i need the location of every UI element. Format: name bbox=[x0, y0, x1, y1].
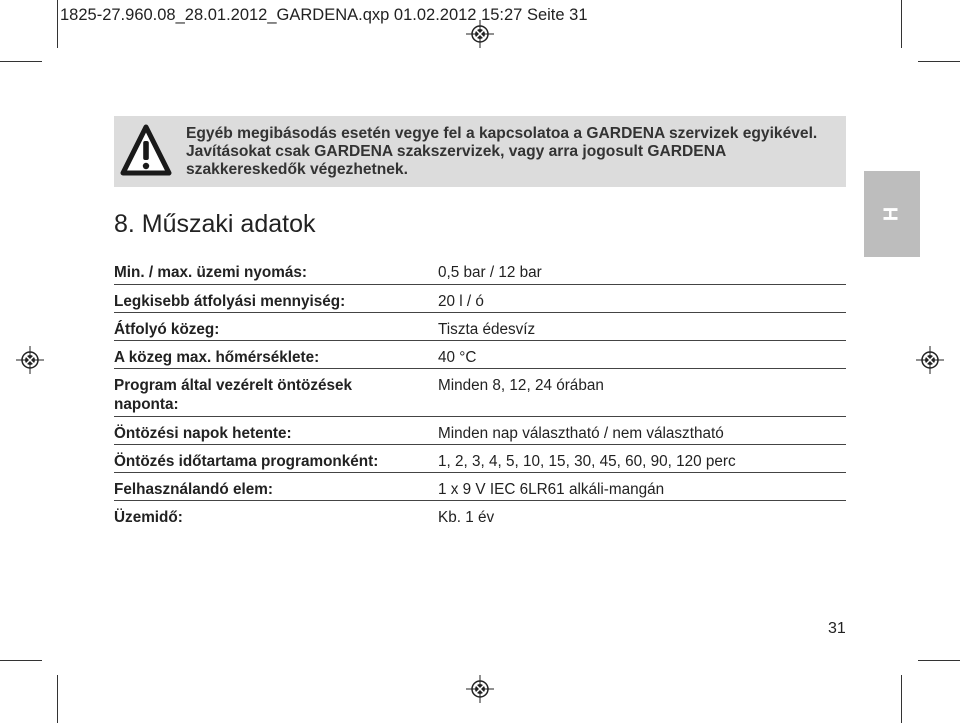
spec-label: Öntözési napok hetente: bbox=[114, 425, 292, 442]
spec-row bbox=[114, 285, 846, 313]
spec-label: Átfolyó közeg: bbox=[114, 321, 220, 338]
spec-value: 1, 2, 3, 4, 5, 10, 15, 30, 45, 60, 90, 120 perc bbox=[438, 453, 736, 470]
warning-triangle-icon bbox=[120, 123, 172, 179]
crop-mark bbox=[918, 61, 960, 62]
spec-label: A közeg max. hőmérséklete: bbox=[114, 349, 320, 366]
registration-mark-icon bbox=[466, 20, 494, 48]
spec-row bbox=[114, 445, 846, 473]
spec-label: Öntözés időtartama programonként: bbox=[114, 453, 379, 470]
crop-mark bbox=[57, 675, 58, 723]
spec-value: 0,5 bar / 12 bar bbox=[438, 264, 542, 281]
spec-row bbox=[114, 417, 846, 445]
spec-label: Felhasználandó elem: bbox=[114, 481, 273, 498]
spec-row bbox=[114, 313, 846, 341]
spec-value: 40 °C bbox=[438, 349, 477, 366]
spec-label: Min. / max. üzemi nyomás: bbox=[114, 264, 307, 281]
crop-mark bbox=[0, 660, 42, 661]
spec-value: Minden 8, 12, 24 órában bbox=[438, 377, 604, 394]
spec-value: Tiszta édesvíz bbox=[438, 321, 536, 338]
spec-row bbox=[114, 341, 846, 369]
spec-row bbox=[114, 256, 846, 285]
crop-mark bbox=[57, 0, 58, 48]
section-title: 8. Műszaki adatok bbox=[114, 210, 316, 238]
crop-mark bbox=[918, 660, 960, 661]
spec-label: Program által vezérelt öntözések naponta: bbox=[114, 377, 353, 413]
spec-label: Legkisebb átfolyási mennyiség: bbox=[114, 293, 346, 310]
registration-mark-icon bbox=[16, 346, 44, 374]
spec-label: Üzemidő: bbox=[114, 509, 183, 526]
specs-table bbox=[114, 256, 846, 529]
print-header: 1825-27.960.08_28.01.2012_GARDENA.qxp 01.02.2012 15:27 Seite 31 bbox=[60, 6, 588, 24]
spec-row bbox=[114, 473, 846, 501]
registration-mark-icon bbox=[466, 675, 494, 703]
language-tab-label: H bbox=[880, 206, 903, 222]
crop-mark bbox=[901, 0, 902, 48]
crop-mark bbox=[901, 675, 902, 723]
spec-value: Minden nap választható / nem választható bbox=[438, 425, 724, 442]
spec-row bbox=[114, 501, 846, 529]
registration-mark-icon bbox=[916, 346, 944, 374]
crop-mark bbox=[0, 61, 42, 62]
spec-value: 20 l / ó bbox=[438, 293, 484, 310]
spec-value: Kb. 1 év bbox=[438, 509, 495, 526]
spec-row bbox=[114, 369, 846, 417]
spec-value: 1 x 9 V IEC 6LR61 alkáli-mangán bbox=[438, 481, 665, 498]
warning-text: Egyéb megibásodás esetén vegye fel a kapcsolatoa a GARDENA szervizek egyikével. Javításokat csak GARDENA szakszervizek, vagy arra jogosult GARDENA szakkereskedők végezhetnek. bbox=[186, 125, 818, 178]
language-tab bbox=[864, 171, 920, 257]
page-number: 31 bbox=[828, 620, 846, 637]
